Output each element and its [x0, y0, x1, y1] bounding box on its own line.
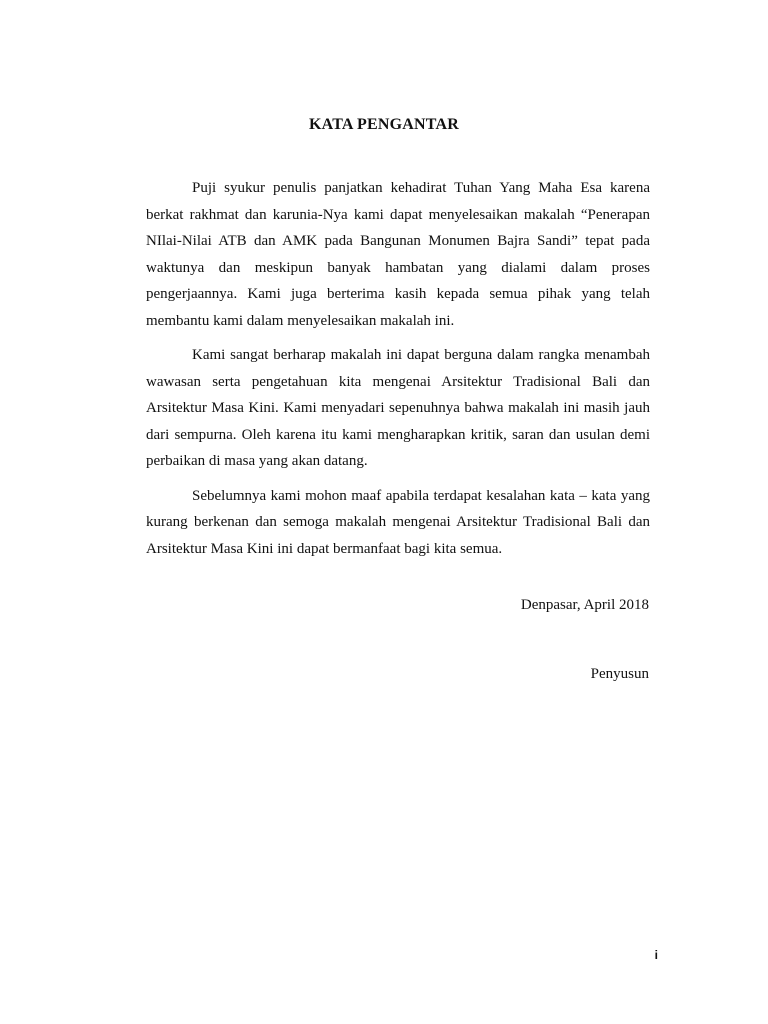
paragraph-2: Kami sangat berharap makalah ini dapat berguna dalam rangka menambah wawasan serta pengetahuan kita mengenai Arsitektur Tradisional Bali dan Arsitektur Masa Kini. Kami menyadari sepenuhnya bahwa makalah ini masih jauh dari sempurna. Oleh karena itu kami mengharapkan kritik, saran dan usulan demi perbaikan di masa yang akan datang. — [146, 347, 650, 469]
page-number: i — [654, 948, 658, 962]
paragraph-1: Puji syukur penulis panjatkan kehadirat Tuhan Yang Maha Esa karena berkat rakhmat dan karunia-Nya kami dapat menyelesaikan makalah “Penerapan NIlai-Nilai ATB dan AMK pada Bangunan Monumen Bajra Sandi” tepat pada waktunya dan meskipun banyak hambatan yang dialami dalam proses pengerjaannya. Kami juga berterima kasih kepada semua pihak yang telah membantu kami dalam menyelesaikan makalah ini. — [146, 180, 650, 329]
page-title: KATA PENGANTAR — [309, 116, 459, 133]
body-text — [146, 175, 650, 570]
place-date: Denpasar, April 2018 — [520, 597, 649, 613]
paragraph-3: Sebelumnya kami mohon maaf apabila terdapat kesalahan kata – kata yang kurang berkenan dan semoga makalah mengenai Arsitektur Tradisional Bali dan Arsitektur Masa Kini ini dapat bermanfaat bagi kita semua. — [146, 487, 650, 557]
signer: Penyusun — [590, 666, 649, 682]
